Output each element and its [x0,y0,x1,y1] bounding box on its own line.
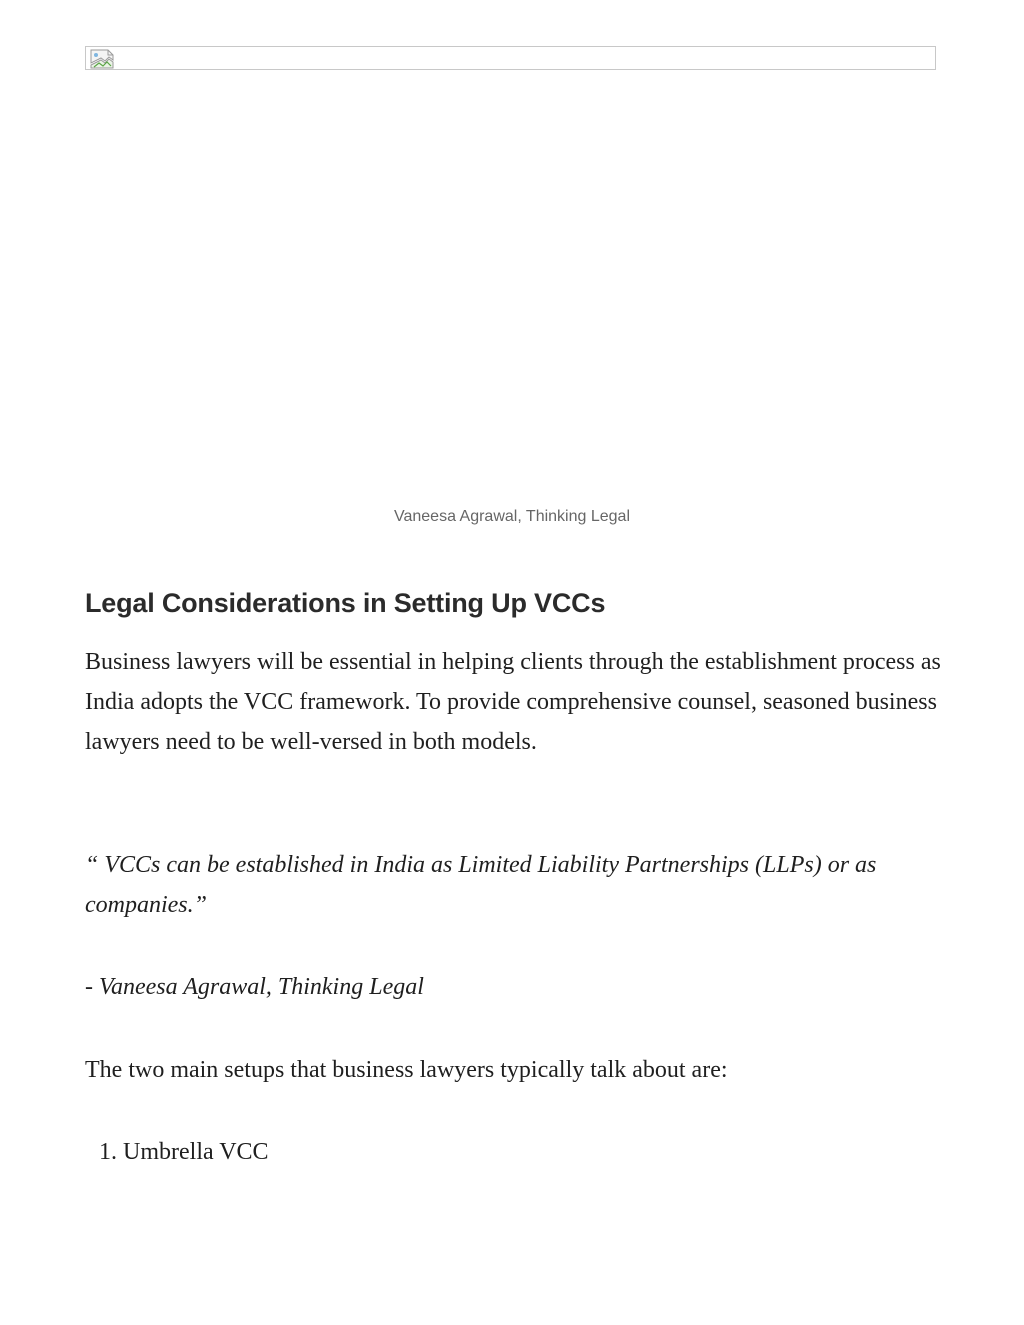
quote-attribution [85,967,424,1007]
image-caption: Vaneesa Agrawal, Thinking Legal [393,508,630,525]
broken-image-icon [88,49,118,69]
attribution-name: Vaneesa Agrawal, Thinking Legal [99,974,424,1000]
broken-image-placeholder [85,46,936,70]
setups-list [99,1132,269,1172]
list-item-number: 1. [99,1139,117,1165]
attribution-prefix: - [85,974,99,1000]
intro-paragraph: Business lawyers will be essential in helping clients through the establishment process as India adopts the VCC framework. To provide comprehensive counsel, seasoned business lawyers need to be well-versed in both models. [85,649,941,755]
setups-paragraph: The two main setups that business lawyers typically talk about are: [85,1057,728,1083]
list-item-text: Umbrella VCC [123,1139,269,1165]
pull-quote: “ VCCs can be established in India as Limited Liability Partnerships (LLPs) or as companies.” [85,852,877,918]
list-item [99,1132,269,1172]
section-heading: Legal Considerations in Setting Up VCCs [85,588,606,618]
